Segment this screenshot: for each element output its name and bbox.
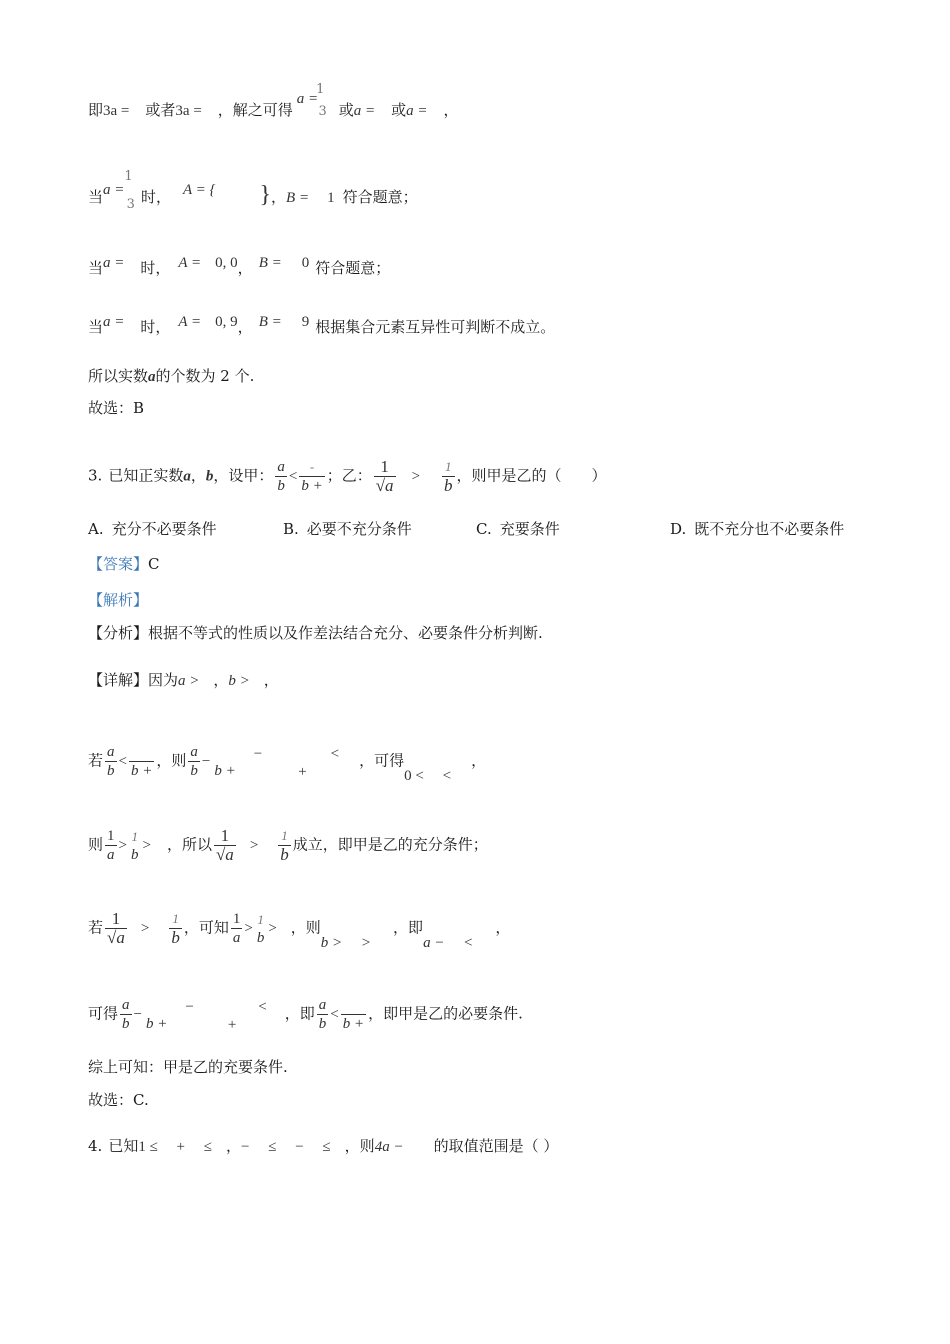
math-op: < — [118, 753, 127, 770]
frac-den: √a — [107, 928, 125, 947]
math-fraction — [105, 910, 127, 947]
math-fraction — [129, 828, 141, 864]
frac-num: 1 — [107, 828, 115, 844]
fenxi-line — [88, 623, 543, 643]
text-prefix: 若 — [88, 918, 104, 937]
frac-num: 1 — [172, 911, 179, 926]
math-expr: 3a = — [103, 103, 130, 119]
frac-den: b — [190, 763, 198, 779]
text: ，解之可得 — [217, 101, 293, 119]
summary-line: 综上可知：甲是乙的充要条件. — [88, 1058, 288, 1076]
set-a-close: } — [259, 182, 272, 208]
line-then-yi — [88, 827, 488, 864]
math-op: < — [330, 1006, 339, 1023]
line-choose-b: 故选：B — [88, 399, 145, 417]
set-a: A = — [178, 255, 202, 271]
text-prefix: 当 — [88, 259, 104, 277]
math-expr: b > — [228, 673, 250, 689]
frac-num: 1 — [257, 911, 264, 927]
math-fragment: 1 — [316, 82, 325, 97]
text: 符合题意； — [315, 259, 391, 277]
frac-num: a — [190, 744, 198, 760]
text: 或 — [391, 101, 407, 119]
set-b: B = — [258, 314, 282, 330]
var-a: a — [148, 369, 156, 385]
frac-num: 1 — [380, 457, 389, 476]
xiangjie-tag: 【详解】 — [88, 671, 149, 689]
math-op: − — [133, 1006, 142, 1023]
option-text: 充要条件 — [499, 520, 560, 538]
text-prefix: 当 — [88, 318, 104, 336]
math-op: − — [253, 745, 263, 762]
text: 因为 — [148, 671, 179, 689]
math-op: + — [227, 1016, 237, 1033]
math-fraction — [275, 458, 287, 495]
line-case-one-third — [88, 169, 418, 212]
question-number: 4. — [88, 1137, 103, 1155]
text-prefix: 当 — [88, 188, 104, 206]
text: 或者 — [145, 101, 176, 119]
math-fraction — [442, 458, 455, 495]
math-fragment: 1 — [124, 169, 133, 184]
option-letter: D. — [670, 520, 687, 538]
math-fraction — [231, 910, 243, 947]
var-b: b — [205, 468, 214, 485]
option-text: 充分不必要条件 — [111, 520, 217, 538]
line-case-three — [88, 314, 556, 338]
text: ， — [226, 1137, 242, 1155]
frac-den: b + — [301, 478, 323, 494]
math-fraction — [144, 997, 169, 1033]
text: ，即 — [284, 1004, 315, 1023]
frac-num: a — [318, 997, 327, 1013]
line-choose-c: 故选：C. — [88, 1091, 149, 1109]
frac-num: 1 — [131, 828, 138, 844]
text: 时， — [140, 188, 171, 206]
option-text: 必要不充分条件 — [306, 520, 412, 538]
text: ， — [471, 751, 487, 770]
math-fraction — [129, 743, 154, 780]
frac-num: 1 — [220, 826, 230, 845]
frac-num: a = — [296, 91, 319, 107]
frac-den: b — [280, 845, 289, 864]
text: ，则 — [344, 1137, 375, 1155]
text: 已知 — [108, 1137, 139, 1155]
frac-den: b — [256, 929, 265, 946]
frac-den: b + — [145, 1015, 168, 1032]
math-fragment: 3 — [318, 104, 327, 119]
math-fraction — [374, 458, 396, 495]
math-op: < — [258, 998, 267, 1015]
math-expr: a = — [103, 314, 125, 330]
line-obtain-jia — [88, 996, 523, 1033]
option-c — [476, 519, 560, 539]
math-op: > — [118, 837, 127, 854]
fenxi-tag: 【分析】 — [88, 624, 149, 642]
text: ， — [213, 671, 229, 689]
frac-num: 1 — [445, 459, 452, 474]
question-3 — [88, 458, 607, 495]
frac-num: - — [309, 459, 315, 474]
text: ；乙： — [326, 466, 372, 485]
text: ，即 — [393, 918, 424, 937]
math-fraction — [105, 827, 117, 864]
text: ， — [237, 318, 253, 336]
math-fraction — [341, 996, 366, 1033]
set-a: A = { — [182, 182, 216, 198]
math-fragment: 3 — [126, 197, 135, 212]
math-expr: b > > — [320, 934, 372, 951]
text: 成立，即甲是乙的充分条件； — [292, 835, 488, 854]
frac-den: b + — [214, 762, 236, 779]
question-number: 3. — [88, 466, 103, 485]
fenxi-text: 根据不等式的性质以及作差法结合充分、必要条件分析判断. — [148, 624, 543, 642]
text: 的取值范围是（ ） — [433, 1137, 559, 1155]
math-fragment: 0 — [301, 255, 310, 271]
frac-den: √a — [375, 476, 394, 495]
set-b: B = — [258, 255, 282, 271]
math-op: > — [142, 837, 151, 854]
option-text: 既不充分也不必要条件 — [694, 520, 845, 538]
math-expr: a = — [406, 103, 428, 119]
math-op: > — [249, 837, 259, 854]
text-prefix: 若 — [88, 751, 104, 770]
frac-den: b — [277, 478, 285, 494]
math-fraction — [214, 827, 236, 864]
math-op: > — [268, 920, 277, 937]
question-4 — [88, 1136, 558, 1157]
math-op: − — [185, 998, 194, 1015]
math-fraction — [317, 996, 329, 1033]
math-expr: 0 < < — [404, 767, 452, 784]
answer-tag: 【答案】 — [88, 555, 149, 573]
math-expr: a = — [353, 103, 376, 119]
frac-den: b + — [130, 763, 153, 779]
text: ，所以 — [166, 835, 212, 854]
answer-value: C — [148, 555, 160, 573]
math-op: < — [288, 468, 298, 485]
math-expr: a > — [178, 673, 200, 689]
text: 时， — [140, 259, 171, 277]
math-fraction — [299, 458, 324, 495]
frac-num: a — [107, 744, 115, 760]
math-op: > — [411, 468, 421, 485]
math-expr: 1 ≤ + ≤ — [138, 1139, 213, 1155]
math-expr: 4a − — [374, 1139, 404, 1155]
text: ， — [190, 466, 206, 485]
frac-den: b — [171, 928, 180, 947]
text: ，则 — [156, 751, 187, 770]
frac-den: b — [130, 846, 139, 863]
math-fraction — [212, 744, 237, 780]
math-fraction — [255, 911, 267, 947]
math-op: > — [244, 920, 253, 937]
math-fragment: 9 — [301, 314, 310, 330]
frac-den: a — [232, 930, 241, 946]
math-fraction — [120, 996, 132, 1033]
text-prefix: 即 — [88, 101, 104, 119]
frac-den: √a — [215, 845, 234, 864]
text: 或 — [338, 101, 354, 119]
math-op: − — [201, 753, 211, 770]
option-d — [670, 519, 844, 539]
frac-den: b + — [342, 1016, 365, 1032]
text: ，即甲是乙的必要条件. — [368, 1004, 523, 1023]
text: 根据集合元素互异性可判断不成立。 — [315, 318, 556, 336]
math-fraction — [105, 743, 117, 780]
set-a: A = — [178, 314, 202, 330]
text: ， — [495, 918, 511, 937]
line-if-yi — [88, 909, 511, 951]
frac-num: a — [122, 997, 130, 1013]
text: ， — [263, 671, 279, 689]
math-expr: a − < — [423, 934, 474, 951]
text-prefix: 则 — [88, 835, 104, 854]
frac-num: 1 — [111, 909, 121, 928]
math-op: + — [298, 763, 307, 780]
frac-den: b — [444, 476, 453, 495]
math-op: < — [330, 745, 340, 762]
text: 符合题意； — [342, 188, 418, 206]
math-expr: a = — [103, 182, 125, 198]
frac-den: b — [122, 1016, 130, 1032]
math-op: > — [140, 920, 150, 937]
option-letter: C. — [476, 520, 492, 538]
line-solve-values — [88, 82, 459, 122]
text-prefix: 可得 — [88, 1004, 119, 1023]
math-fraction — [278, 827, 291, 864]
frac-den: b — [107, 763, 115, 779]
answer-line — [88, 554, 160, 574]
math-fragment: 0, 0 — [215, 255, 238, 271]
analysis-tag: 【解析】 — [88, 591, 149, 609]
option-letter: B. — [283, 520, 299, 538]
text: ，可得 — [359, 751, 405, 770]
math-expr: − ≤ − ≤ — [241, 1139, 331, 1155]
math-fraction — [169, 910, 182, 947]
frac-num: 1 — [232, 911, 241, 927]
math-fragment: 0, 9 — [215, 314, 238, 330]
frac-num: a — [277, 459, 285, 475]
frac-den: a — [107, 847, 115, 863]
text: ，则甲是乙的（ ） — [456, 466, 607, 485]
text: 已知正实数 — [108, 466, 184, 485]
line-if-jia — [88, 743, 487, 784]
text: ，则 — [290, 918, 321, 937]
math-expr: a = — [103, 255, 125, 271]
text: ， — [271, 188, 287, 206]
frac-num: 1 — [281, 828, 288, 843]
set-b: B = — [286, 190, 310, 206]
option-a — [88, 519, 217, 539]
text: ，设甲： — [213, 466, 274, 485]
text: ，可知 — [183, 918, 229, 937]
text: 所以实数 — [88, 367, 149, 385]
option-letter: A. — [88, 520, 104, 538]
math-expr: 3a = — [175, 103, 202, 119]
text: ， — [237, 259, 253, 277]
text: ， — [443, 101, 459, 119]
xiangjie-line — [88, 670, 279, 691]
math-fragment: 1 — [327, 190, 335, 206]
var-a: a — [183, 468, 191, 485]
line-count — [88, 366, 254, 387]
math-fraction — [188, 743, 200, 780]
line-case-zero — [88, 255, 391, 279]
text: 时， — [140, 318, 171, 336]
option-b — [283, 519, 412, 539]
text: 的个数为 2 个. — [155, 367, 255, 385]
frac-den: b — [318, 1016, 327, 1032]
